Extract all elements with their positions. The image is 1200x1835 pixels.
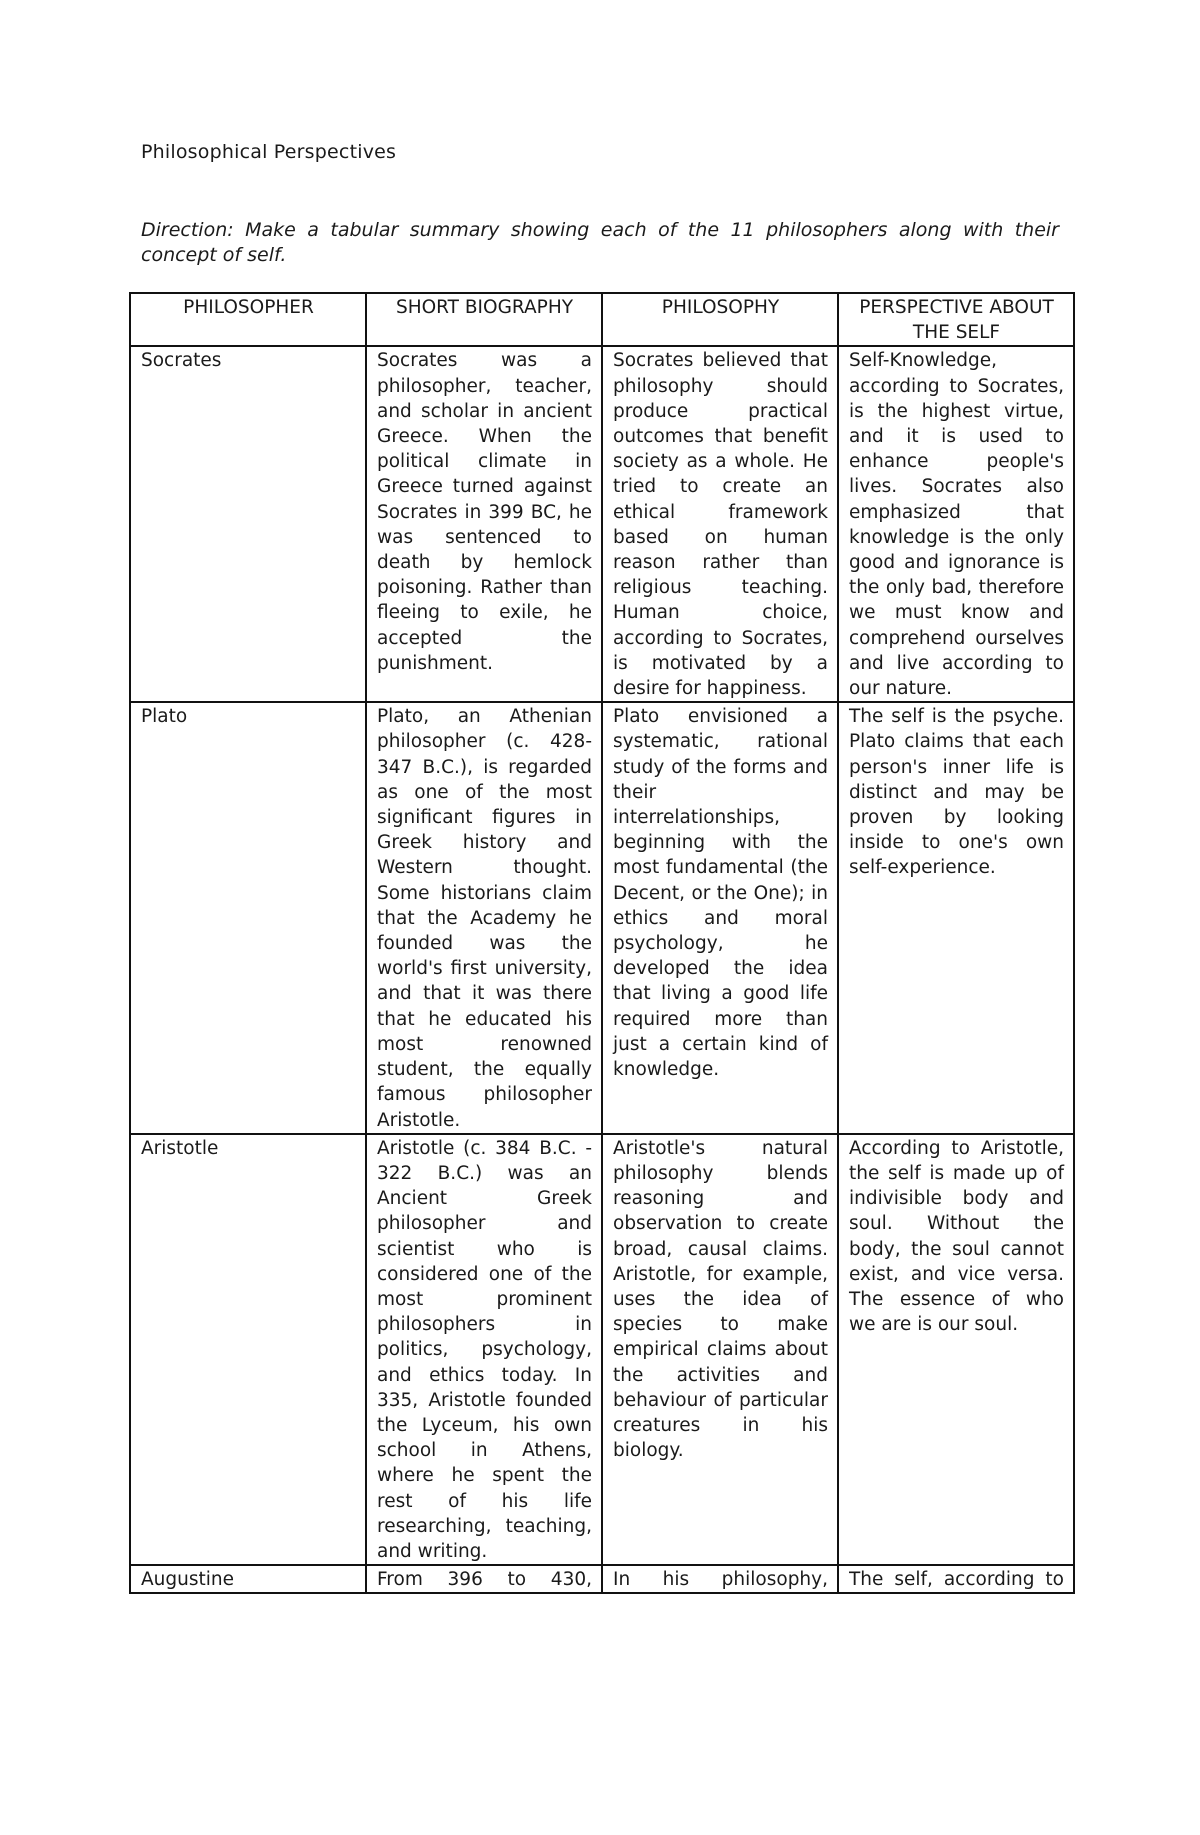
table-row (130, 1565, 1074, 1593)
philosophers-table (129, 292, 1075, 1594)
table-row (130, 1134, 1074, 1565)
philosopher-name: Plato (130, 702, 366, 1133)
biography-cell: Aristotle (c. 384 B.C. - 322 B.C.) was an Ancient Greek philosopher and scientist who is considered one of the most prominent philosophers in politics, psychology, and ethics today. In 335, Aristotle founded the Lyceum, his own school in Athens, where he spent the rest of his life researching, teaching, and writing. (366, 1134, 602, 1565)
self-perspective-cell: According to Aristotle, the self is made up of indivisible body and soul. Without the body, the soul cannot exist, and vice versa. The essence of who we are is our soul. (838, 1134, 1074, 1565)
table-row (130, 702, 1074, 1133)
page-title: Philosophical Perspectives (141, 141, 397, 163)
header-philosophy: PHILOSOPHY (602, 293, 838, 346)
header-perspective-self: PERSPECTIVE ABOUT THE SELF (838, 293, 1074, 346)
table-header-row (130, 293, 1074, 346)
philosophy-cell: In his philosophy, (602, 1565, 838, 1593)
direction-text: Direction: Make a tabular summary showing each of the 11 philosophers along with their concept of self. (141, 219, 1059, 266)
biography-cell: From 396 to 430, (366, 1565, 602, 1593)
table-row (130, 346, 1074, 702)
biography-cell: Socrates was a philosopher, teacher, and scholar in ancient Greece. When the political climate in Greece turned against Socrates in 399 BC, he was sentenced to death by hemlock poisoning. Rather than fleeing to exile, he accepted the punishment. (366, 346, 602, 702)
header-short-biography: SHORT BIOGRAPHY (366, 293, 602, 346)
philosopher-name: Aristotle (130, 1134, 366, 1565)
philosophy-cell: Aristotle's natural philosophy blends reasoning and observation to create broad, causal claims. Aristotle, for example, uses the idea of species to make empirical claims about the activities and behaviour of particular creatures in his biology. (602, 1134, 838, 1565)
header-philosopher: PHILOSOPHER (130, 293, 366, 346)
philosopher-name: Augustine (130, 1565, 366, 1593)
self-perspective-cell: The self, according to (838, 1565, 1074, 1593)
self-perspective-cell: The self is the psyche. Plato claims that each person's inner life is distinct and may be proven by looking inside to one's own self-experience. (838, 702, 1074, 1133)
philosopher-name: Socrates (130, 346, 366, 702)
biography-cell: Plato, an Athenian philosopher (c. 428-347 B.C.), is regarded as one of the most significant figures in Greek history and Western thought. Some historians claim that the Academy he founded was the world's first university, and that it was there that he educated his most renowned student, the equally famous philosopher Aristotle. (366, 702, 602, 1133)
self-perspective-cell: Self-Knowledge, according to Socrates, is the highest virtue, and it is used to enhance people's lives. Socrates also emphasized that knowledge is the only good and ignorance is the only bad, therefore we must know and comprehend ourselves and live according to our nature. (838, 346, 1074, 702)
philosophy-cell: Socrates believed that philosophy should produce practical outcomes that benefit society as a whole. He tried to create an ethical framework based on human reason rather than religious teaching. Human choice, according to Socrates, is motivated by a desire for happiness. (602, 346, 838, 702)
philosophy-cell: Plato envisioned a systematic, rational study of the forms and their interrelationships, beginning with the most fundamental (the Decent, or the One); in ethics and moral psychology, he developed the idea that living a good life required more than just a certain kind of knowledge. (602, 702, 838, 1133)
